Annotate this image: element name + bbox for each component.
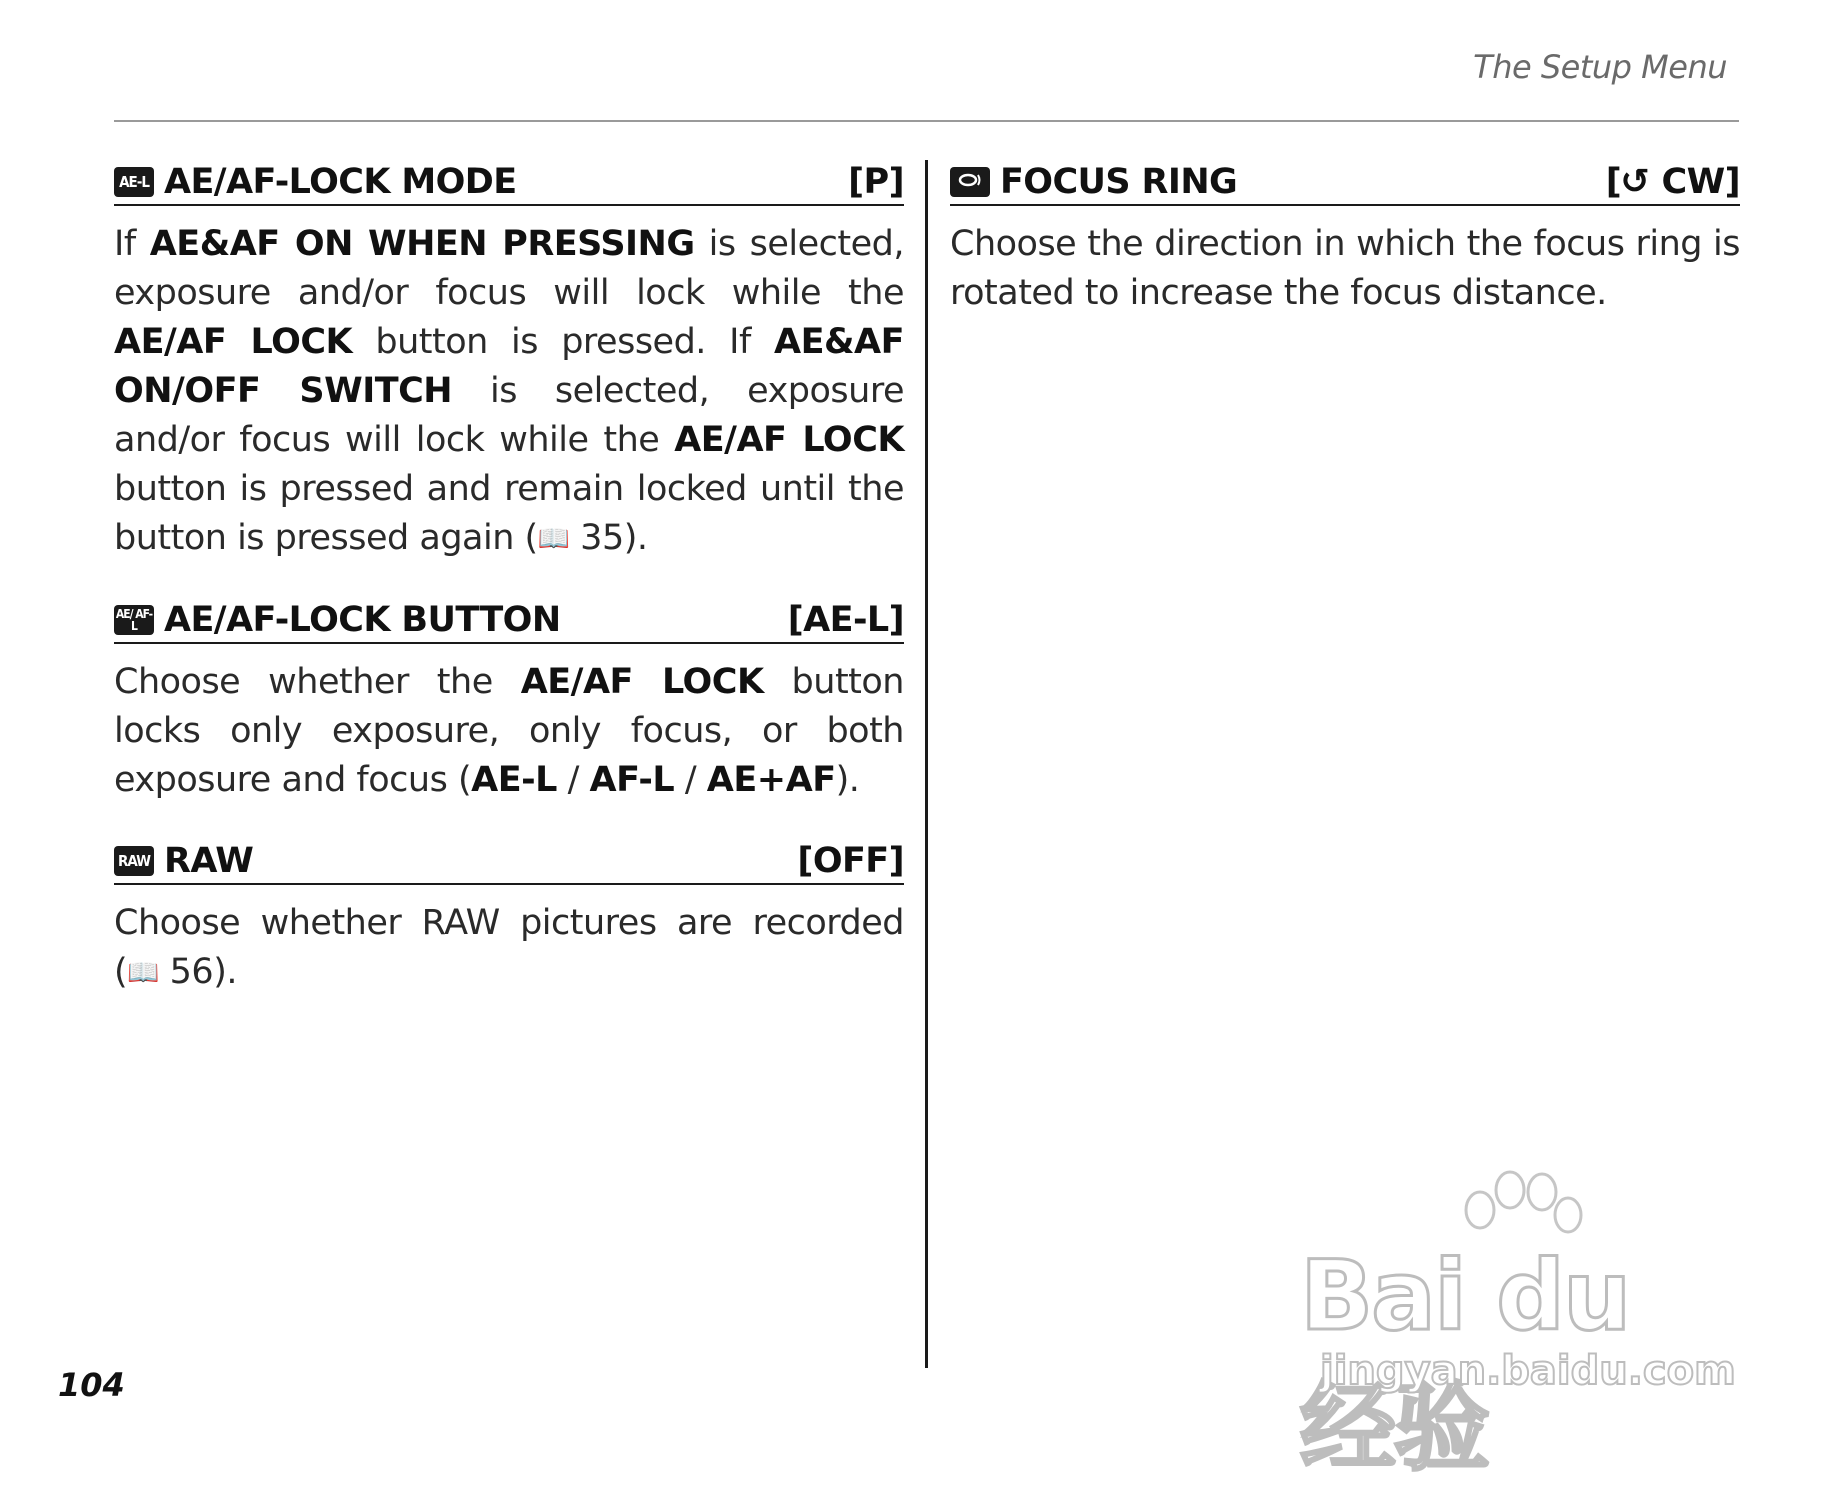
body-text: If [114, 224, 150, 264]
section-ae-af-lock-button [114, 598, 904, 805]
body-text: is selected, exposure and/or focus will lock while the [114, 371, 904, 460]
default-value: [AE-L] [787, 600, 904, 640]
baidu-watermark [1300, 1170, 1740, 1484]
default-value: [P] [848, 162, 904, 202]
bold-term: AF-L [589, 760, 675, 800]
bold-term: AE+AF [706, 760, 836, 800]
right-column [950, 160, 1740, 352]
watermark-url: jingyan.baidu.com [1320, 1348, 1736, 1394]
section-heading [114, 598, 904, 644]
section-body [114, 658, 904, 805]
section-focus-ring [950, 160, 1740, 318]
default-value: [↻ CW] [1605, 162, 1740, 202]
body-text: / [674, 760, 707, 800]
body-text: ). [835, 760, 860, 800]
rotate-icon: ↻ [1621, 162, 1650, 202]
header-rule [114, 120, 1739, 122]
body-text: Choose whether RAW pictures are recorded ( [114, 903, 904, 992]
section-body [114, 899, 904, 998]
default-value: [OFF] [797, 841, 904, 881]
body-text: button is pressed. If [352, 322, 774, 362]
bold-term: AE&AF ON WHEN PRESSING [149, 224, 695, 264]
ae-af-l-icon: AE/ AF-L [115, 607, 153, 633]
body-text: Choose whether the [114, 662, 521, 702]
section-heading [950, 160, 1740, 206]
left-column [114, 160, 904, 1032]
running-header: The Setup Menu [1473, 48, 1727, 86]
section-title: AE/AF-LOCK BUTTON [164, 600, 561, 640]
section-raw [114, 839, 904, 998]
bold-term: AE/AF LOCK [674, 420, 904, 460]
bold-term: AE/AF LOCK [114, 322, 353, 362]
page-number: 104 [58, 1366, 125, 1404]
book-icon: 📖 [127, 958, 160, 988]
section-heading [114, 839, 904, 885]
bold-term: AE-L [471, 760, 557, 800]
column-divider [925, 160, 928, 1368]
body-text: is selected, exposure and/or focus will lock while the [114, 224, 904, 313]
section-title: FOCUS RING [1000, 162, 1238, 202]
section-body [114, 220, 904, 564]
section-title: RAW [164, 841, 254, 881]
bold-term: AE&AF ON/OFF SWITCH [114, 322, 905, 411]
bold-term: AE/AF LOCK [520, 662, 764, 702]
section-ae-af-lock-mode [114, 160, 904, 564]
section-body: Choose the direction in which the focus ring is rotated to increase the focus distance. [950, 224, 1740, 313]
focus-ring-icon [950, 167, 990, 197]
body-text: / [556, 760, 590, 800]
body-text: button is pressed and remain locked until the button is pressed again ( [114, 469, 904, 558]
body-text: button locks only exposure, only focus, or both exposure and focus ( [114, 662, 904, 800]
ae-l-icon: AE-L [114, 167, 154, 197]
book-icon: 📖 [537, 524, 570, 554]
section-title: AE/AF-LOCK MODE [164, 162, 517, 202]
raw-icon: RAW [114, 846, 154, 876]
section-heading [114, 160, 904, 206]
body-text: 56). [159, 952, 237, 992]
body-text: 35). [569, 518, 648, 558]
watermark-brand: Bai du 经验 [1300, 1240, 1630, 1484]
